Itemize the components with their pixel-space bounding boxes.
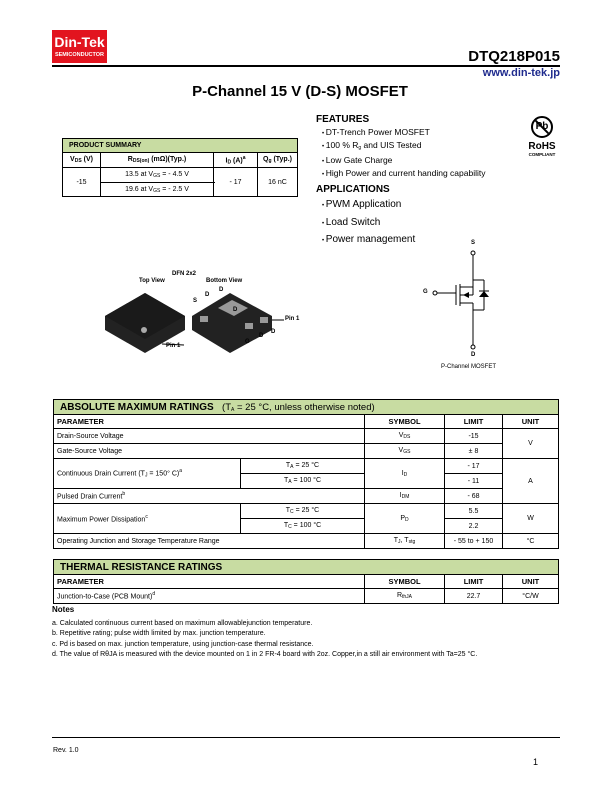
pin-label: D bbox=[205, 292, 210, 298]
table-title: THERMAL RESISTANCE RATINGS bbox=[54, 560, 559, 575]
logo-name: Din-Tek bbox=[54, 34, 105, 50]
notes-heading: Notes bbox=[52, 605, 75, 614]
col-rds: $R_{DS(on)}$ (mΩ)(Typ.) bbox=[101, 153, 214, 168]
package-image bbox=[100, 268, 340, 353]
table-row: Drain-Source Voltage $V_{DS}$ -15 V bbox=[54, 429, 559, 444]
rohs-sub: COMPLIANT bbox=[528, 152, 556, 157]
din-tek-logo bbox=[52, 30, 107, 63]
features-section bbox=[316, 114, 486, 250]
feature-item: • High Power and current handing capability bbox=[316, 168, 486, 181]
qg-value: 16 nC bbox=[258, 168, 298, 197]
table-row: Operating Junction and Storage Temperature Range $T_J$, $T_{stg}$ - 55 to + 150 °C bbox=[54, 534, 559, 549]
note-item: a. Calculated continuous current based on maximum allowablejunction temperature. bbox=[52, 619, 313, 627]
pin-label: G bbox=[245, 339, 250, 345]
col-id: $I_D$ $(A)^a$ bbox=[214, 153, 258, 168]
id-value: - 17 bbox=[214, 168, 258, 197]
table-row: Maximum Power Dissipation$^c$ $T_C = 25$ °C $P_D$ 5.5 W bbox=[54, 504, 559, 519]
application-item: • Power management bbox=[316, 232, 486, 250]
table-row: $T_C = 100$ °C 2.2 bbox=[54, 519, 559, 534]
application-item: • PWM Application bbox=[316, 197, 486, 215]
col-qg: $Q_g$ (Typ.) bbox=[258, 153, 298, 168]
thermal-resistance-table bbox=[53, 559, 559, 604]
table-row: Gate-Source Voltage $V_{GS}$ ± 8 bbox=[54, 444, 559, 459]
pin-label: D bbox=[259, 333, 264, 339]
mosfet-symbol-icon bbox=[420, 240, 520, 375]
schematic-caption: P-Channel MOSFET bbox=[441, 364, 497, 370]
no-lead-icon bbox=[531, 116, 553, 138]
col-unit: UNIT bbox=[503, 575, 559, 589]
pin1-label: Pin 1 bbox=[166, 343, 181, 349]
package-name: DFN 2x2 bbox=[172, 271, 197, 277]
document-title: P-Channel 15 V (D-S) MOSFET bbox=[192, 83, 408, 100]
rohs-badge bbox=[526, 116, 558, 157]
pin-label: D bbox=[271, 329, 276, 335]
vds-value: -15 bbox=[63, 168, 101, 197]
col-limit: LIMIT bbox=[445, 415, 503, 429]
rds-value: 13.5 at $V_{GS}$ = - 4.5 V bbox=[101, 168, 214, 183]
package-drawing bbox=[100, 268, 340, 353]
table-title: PRODUCT SUMMARY bbox=[63, 139, 298, 153]
notes-section bbox=[52, 605, 477, 661]
bottom-view-label: Bottom View bbox=[206, 278, 243, 284]
gate-label: G bbox=[423, 289, 428, 295]
top-view-label: Top View bbox=[139, 278, 165, 284]
col-limit: LIMIT bbox=[445, 575, 503, 589]
note-item: c. Pd is based on max. junction temperature, using junction-case thermal resistance. bbox=[52, 640, 314, 648]
pin-label: D bbox=[233, 307, 238, 313]
note-item: b. Repetitive rating; pulse width limited by max. junction temperature. bbox=[52, 630, 266, 637]
col-symbol: SYMBOL bbox=[365, 415, 445, 429]
table-title: ABSOLUTE MAXIMUM RATINGS ($T_A = 25$ °C, unless otherwise noted) bbox=[54, 400, 559, 415]
table-row: Junction-to-Case (PCB Mount)$^d$ $R_{thJA}$ 22.7 °C/W bbox=[54, 589, 559, 604]
source-label: S bbox=[471, 240, 476, 246]
rohs-label: RoHS bbox=[528, 141, 556, 152]
col-parameter: PARAMETER bbox=[54, 575, 365, 589]
absolute-maximum-ratings-table bbox=[53, 399, 559, 549]
feature-item: • DT-Trench Power MOSFET bbox=[316, 127, 486, 140]
features-heading: FEATURES bbox=[316, 114, 370, 125]
table-row: $T_A = 100$ °C - 11 bbox=[54, 474, 559, 489]
drain-label: D bbox=[471, 352, 476, 358]
table-row: Continuous Drain Current ($T_J = 150^\circ$ C)$^a$ $T_A = 25$ °C $I_D$ - 17 A bbox=[54, 459, 559, 474]
pin-label: S bbox=[193, 298, 198, 304]
applications-heading: APPLICATIONS bbox=[316, 184, 390, 196]
feature-item: • 100 % $R_g$ and UIS Tested bbox=[316, 140, 486, 154]
table-row: Pulsed Drain Current$^b$ $I_{DM}$ - 68 bbox=[54, 489, 559, 504]
feature-item: • Low Gate Charge bbox=[316, 155, 486, 168]
col-vds: $V_{DS}$ (V) bbox=[63, 153, 101, 168]
page-number: 1 bbox=[533, 757, 539, 767]
col-parameter: PARAMETER bbox=[54, 415, 365, 429]
col-unit: UNIT bbox=[503, 415, 559, 429]
mosfet-schematic bbox=[420, 240, 520, 375]
website-link[interactable]: www.din-tek.jp bbox=[482, 67, 560, 79]
pin-label: D bbox=[219, 287, 224, 293]
footer-divider bbox=[52, 737, 560, 738]
no-lead-symbol: Pb bbox=[535, 121, 549, 132]
product-summary-table bbox=[62, 138, 298, 197]
revision: Rev. 1.0 bbox=[53, 747, 79, 754]
application-item: • Load Switch bbox=[316, 215, 486, 233]
part-number: DTQ218P015 bbox=[468, 48, 560, 65]
note-item: d. The value of RθJA is measured with the device mounted on 1 in 2 FR-4 board with 2oz. Copper,in a still air environment with Ta=25 °C. bbox=[52, 651, 478, 658]
rds-value: 19.6 at $V_{GS}$ = - 2.5 V bbox=[101, 183, 214, 197]
logo-sub: SEMICONDUCTOR bbox=[54, 52, 105, 58]
pin1-label: Pin 1 bbox=[285, 316, 300, 322]
col-symbol: SYMBOL bbox=[365, 575, 445, 589]
